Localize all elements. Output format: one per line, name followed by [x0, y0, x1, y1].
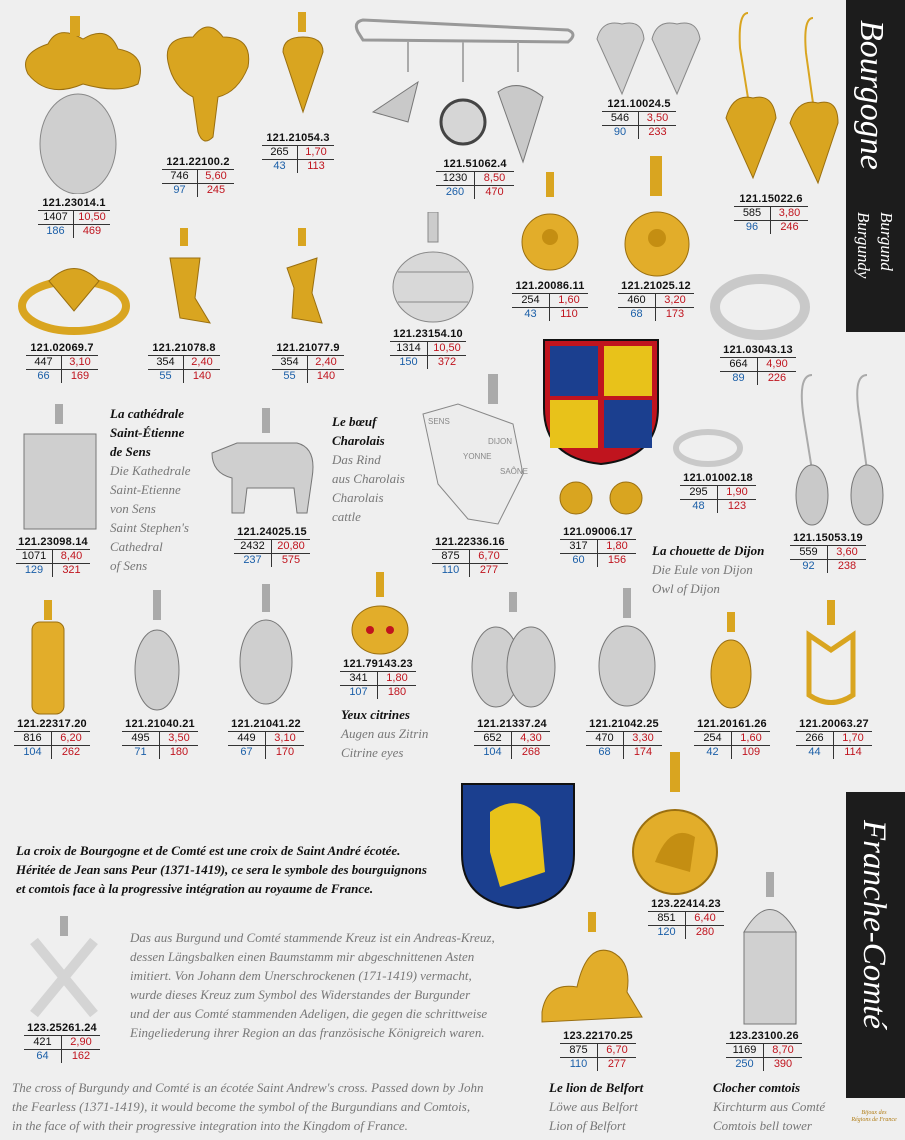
price-tag-121-21042-25	[586, 718, 662, 759]
price-tag-121-21077-9	[272, 342, 344, 383]
item-price-red-2: 226	[767, 372, 787, 384]
item-code: 121.09006.17	[563, 526, 633, 538]
owl-pendant-silver-1-image	[130, 590, 185, 718]
price-tag-121-21040-21	[122, 718, 198, 759]
item-weight: 2432	[234, 540, 272, 554]
region-title-franche-comte: Franche-Comté	[856, 820, 892, 1029]
item-price-blue: 107	[340, 686, 378, 699]
caption-ox-de-2: aus Charolais	[332, 471, 405, 486]
paragraph-french-line-3: et comtois face à la progressive intégration au royaume de France.	[16, 881, 374, 896]
item-price-red-2: 262	[61, 746, 81, 758]
item-price-red-2: 156	[607, 554, 627, 566]
item-code: 121.22317.20	[17, 718, 87, 730]
item-price-red-2: 173	[665, 308, 685, 320]
item-price-red: 3,80	[771, 207, 808, 221]
grape-ring-image	[14, 256, 134, 336]
burgundy-cross-pendant-image	[26, 916, 102, 1020]
item-price-red: 1,70	[298, 146, 334, 160]
item-code: 121.23154.10	[393, 328, 463, 340]
caption-cathedral-de-3: von Sens	[110, 501, 156, 516]
tastevin-pendant-small-image	[520, 172, 580, 277]
item-price-blue: 97	[162, 184, 198, 197]
item-price-red: 3,20	[656, 294, 694, 308]
item-price-blue: 90	[602, 126, 639, 139]
owl-pendant-silver-2-image	[236, 584, 296, 709]
item-price-red-2: 277	[479, 564, 499, 576]
item-code: 121.21042.25	[589, 718, 659, 730]
caption-owl-de: Die Eule von Dijon	[652, 562, 753, 577]
region-title-bourgogne: Bourgogne	[853, 20, 890, 170]
item-price-blue: 42	[694, 746, 732, 759]
franche-comte-coat-of-arms-image	[460, 782, 576, 910]
owl-stud-earrings-image	[556, 478, 646, 518]
item-price-red: 10,50	[428, 342, 466, 356]
price-tag-121-02069-7	[26, 342, 98, 383]
paragraph-english-line-2: the Fearless (1371-1419), it would become the symbol of the Burgundians and Comtois,	[12, 1099, 471, 1114]
item-weight: 585	[734, 207, 771, 221]
caption-lion-fr: Le lion de Belfort	[549, 1080, 644, 1095]
price-tag-121-21054-3	[262, 132, 334, 173]
price-tag-123-22170-25	[560, 1030, 636, 1071]
caption-cathedral-en-3: of Sens	[110, 558, 148, 573]
paragraph-german-line-5: und der aus Comté stammenden Adeligen, die gegen die schrittweise	[130, 1006, 488, 1021]
item-weight: 1314	[390, 342, 428, 356]
item-weight: 447	[26, 356, 62, 370]
corkscrew-pendant-gold-image	[150, 228, 220, 338]
item-code: 121.22100.2	[166, 156, 230, 168]
item-price-blue: 43	[512, 308, 550, 321]
item-price-red-2: 280	[695, 926, 715, 938]
item-price-red: 3,10	[266, 732, 304, 746]
item-price-blue: 48	[680, 500, 718, 513]
item-price-red-2: 277	[607, 1058, 627, 1070]
caption-citrine-eyes	[341, 705, 428, 762]
item-code: 121.21040.21	[125, 718, 195, 730]
item-code: 121.22336.16	[435, 536, 505, 548]
item-price-red: 3,30	[624, 732, 662, 746]
safety-pin-brooch-image	[348, 12, 580, 172]
item-price-red: 6,70	[598, 1044, 636, 1058]
item-price-red-2: 110	[560, 308, 578, 320]
price-tag-121-01002-18	[680, 472, 756, 513]
item-price-blue: 92	[790, 560, 828, 573]
item-price-red: 8,50	[475, 172, 514, 186]
item-weight: 875	[560, 1044, 598, 1058]
item-code: 121.15022.6	[739, 193, 803, 205]
paragraph-german	[130, 928, 495, 1042]
caption-tower-de: Kirchturm aus Comté	[713, 1099, 826, 1114]
caption-eyes-en: Citrine eyes	[341, 745, 404, 760]
item-code: 121.51062.4	[443, 158, 507, 170]
item-weight: 1071	[16, 550, 53, 564]
item-price-red-2: 174	[633, 746, 653, 758]
item-weight: 470	[586, 732, 624, 746]
paragraph-german-line-6: Eingeliederung ihrer Region an das französische Königreich waren.	[130, 1025, 485, 1040]
item-weight: 816	[14, 732, 52, 746]
caption-charolais-ox	[332, 412, 405, 526]
paragraph-french-line-2: Héritée de Jean sans Peur (1371-1419), ce sera le symbole des bourguignons	[16, 862, 427, 877]
price-tag-121-79143-23	[340, 658, 416, 699]
item-price-blue: 60	[560, 554, 598, 567]
price-tag-121-23154-10	[390, 328, 466, 369]
lion-medallion-pendant-image	[630, 752, 720, 898]
item-price-red: 4,30	[512, 732, 550, 746]
caption-cathedral	[110, 404, 191, 575]
owl-head-citrine-pendant-image	[348, 572, 412, 658]
sens-cathedral-pendant-image	[20, 404, 100, 534]
item-code: 121.20161.26	[697, 718, 767, 730]
price-tag-123-25261-24	[24, 1022, 100, 1063]
item-weight: 664	[720, 358, 758, 372]
price-tag-121-03043-13	[720, 344, 796, 385]
twin-owls-pendant-image	[466, 592, 560, 712]
caption-tower-en: Comtois bell tower	[713, 1118, 812, 1133]
item-code: 123.25261.24	[27, 1022, 97, 1034]
item-price-red: 1,60	[550, 294, 588, 308]
vine-leaf-pendant-image	[158, 12, 258, 152]
price-tag-121-23098-14	[16, 536, 90, 577]
grape-earrings-hook-image	[718, 8, 843, 188]
item-price-blue: 150	[390, 356, 428, 369]
price-tag-121-23014-1	[38, 197, 110, 238]
item-weight: 460	[618, 294, 656, 308]
paragraph-english	[12, 1078, 483, 1135]
item-price-red-2: 140	[192, 370, 212, 382]
item-price-red: 6,40	[686, 912, 724, 926]
item-price-red-2: 321	[62, 564, 81, 576]
caption-ox-en-1: Charolais	[332, 490, 384, 505]
item-code: 121.24025.15	[237, 526, 307, 538]
item-weight: 265	[262, 146, 298, 160]
item-weight: 354	[272, 356, 308, 370]
tastevin-pendant-large-image	[624, 156, 690, 280]
item-price-red-2: 246	[780, 221, 799, 233]
paragraph-french	[16, 841, 427, 898]
price-tag-121-22100-2	[162, 156, 234, 197]
caption-cathedral-fr-3: de Sens	[110, 444, 151, 459]
item-weight: 254	[694, 732, 732, 746]
charolais-ox-pendant-image	[202, 408, 322, 523]
item-code: 121.03043.13	[723, 344, 793, 356]
item-price-blue: 110	[560, 1058, 598, 1071]
item-price-red-2: 180	[387, 686, 407, 698]
item-price-red: 3,10	[62, 356, 98, 370]
caption-cathedral-de-1: Die Kathedrale	[110, 463, 191, 478]
item-price-blue: 55	[148, 370, 184, 383]
item-price-red: 4,90	[758, 358, 796, 372]
item-price-blue: 129	[16, 564, 53, 577]
item-weight: 421	[24, 1036, 62, 1050]
caption-eyes-de: Augen aus Zitrin	[341, 726, 429, 741]
item-price-red: 3,50	[160, 732, 198, 746]
item-price-blue: 66	[26, 370, 62, 383]
owl-ring-silver-image	[672, 418, 744, 468]
silver-ring-image	[710, 272, 810, 340]
brand-logo-line-1: Bijoux des	[861, 1110, 887, 1116]
brand-logo-line-2: Régions de France	[851, 1117, 897, 1123]
item-weight: 559	[790, 546, 828, 560]
item-price-blue: 68	[618, 308, 656, 321]
item-weight: 354	[148, 356, 184, 370]
item-price-red-2: 575	[281, 554, 301, 566]
item-code: 123.23100.26	[729, 1030, 799, 1042]
item-price-red-2: 470	[485, 186, 504, 198]
burgundy-coat-of-arms-image	[542, 338, 660, 466]
yonne-map-pendant-image	[418, 374, 530, 534]
price-tag-121-15053-19	[790, 532, 866, 573]
item-price-red: 20,80	[272, 540, 310, 554]
item-price-red: 2,40	[308, 356, 344, 370]
caption-lion-en: Lion of Belfort	[549, 1118, 626, 1133]
caption-tower-fr: Clocher comtois	[713, 1080, 801, 1095]
item-price-blue: 89	[720, 372, 758, 385]
paragraph-german-line-2: dessen Längsbalken einen Baumstamm mir abgeschnittenen Asten	[130, 949, 475, 964]
item-price-red-2: 245	[206, 184, 226, 196]
item-code: 121.21077.9	[276, 342, 340, 354]
item-code: 121.21054.3	[266, 132, 330, 144]
item-code: 121.21025.12	[621, 280, 691, 292]
price-tag-121-21041-22	[228, 718, 304, 759]
caption-cathedral-en-1: Saint Stephen's	[110, 520, 189, 535]
item-price-red-2: 469	[82, 225, 102, 237]
item-code: 121.23014.1	[42, 197, 106, 209]
owl-openwork-pendant-image	[804, 600, 858, 712]
item-price-blue: 55	[272, 370, 308, 383]
price-tag-121-20063-27	[796, 718, 872, 759]
item-weight: 746	[162, 170, 198, 184]
item-price-red: 8,40	[53, 550, 90, 564]
item-price-blue: 43	[262, 160, 298, 173]
price-tag-121-10024-5	[602, 98, 676, 139]
item-price-blue: 71	[122, 746, 160, 759]
item-price-red-2: 372	[437, 356, 457, 368]
item-code: 121.02069.7	[30, 342, 94, 354]
comtois-bell-tower-pendant-image	[734, 872, 806, 1028]
item-price-blue: 250	[726, 1058, 764, 1071]
item-price-blue: 44	[796, 746, 834, 759]
caption-ox-fr-1: Le bœuf	[332, 414, 377, 429]
item-code: 121.21337.24	[477, 718, 547, 730]
item-price-red: 5,60	[198, 170, 234, 184]
map-label-saone: SAÔNE	[500, 467, 529, 476]
region-subtitle-en: Burgundy	[854, 212, 873, 279]
caption-owl-fr: La chouette de Dijon	[652, 543, 765, 558]
item-code: 121.79143.23	[343, 658, 413, 670]
corkscrew-pendant-gold-2-image	[272, 228, 332, 338]
paragraph-french-line-1: La croix de Bourgogne et de Comté est une croix de Saint André écotée.	[16, 843, 401, 858]
item-weight: 254	[512, 294, 550, 308]
item-price-red-2: 390	[773, 1058, 793, 1070]
grape-leaf-pendant-image	[8, 14, 158, 194]
price-tag-123-22414-23	[648, 898, 724, 939]
item-code: 121.15053.19	[793, 532, 863, 544]
item-price-blue: 237	[234, 554, 272, 567]
item-code: 123.22414.23	[651, 898, 721, 910]
caption-owl-dijon	[652, 541, 764, 598]
owl-totem-gold-image	[26, 600, 70, 718]
item-price-blue: 104	[14, 746, 52, 759]
item-price-red: 8,70	[764, 1044, 802, 1058]
item-price-red: 10,50	[74, 211, 110, 225]
item-weight: 546	[602, 112, 639, 126]
item-price-red: 1,80	[378, 672, 416, 686]
item-price-blue: 64	[24, 1050, 62, 1063]
grape-earrings-stud-image	[592, 14, 707, 99]
item-weight: 1230	[436, 172, 475, 186]
item-price-blue: 260	[436, 186, 475, 199]
price-tag-121-20086-11	[512, 280, 588, 321]
item-weight: 495	[122, 732, 160, 746]
item-weight: 652	[474, 732, 512, 746]
caption-lion-belfort	[549, 1078, 643, 1135]
caption-ox-fr-2: Charolais	[332, 433, 385, 448]
item-price-blue: 96	[734, 221, 771, 234]
item-price-red: 2,90	[62, 1036, 100, 1050]
brand-logo	[846, 1110, 902, 1124]
item-price-red: 2,40	[184, 356, 220, 370]
region-subtitle-de: Burgund	[877, 212, 896, 271]
item-price-blue: 68	[586, 746, 624, 759]
paragraph-german-line-3: imitiert. Von Johann dem Unerschrockenen (171-1419) vermacht,	[130, 968, 472, 983]
price-tag-121-20161-26	[694, 718, 770, 759]
item-weight: 295	[680, 486, 718, 500]
map-label-yonne: YONNE	[463, 452, 492, 461]
item-price-red-2: 180	[169, 746, 189, 758]
price-tag-121-09006-17	[560, 526, 636, 567]
owl-pendant-silver-3-image	[594, 588, 660, 710]
price-tag-121-22336-16	[432, 536, 508, 577]
item-price-red-2: 268	[521, 746, 541, 758]
map-label-sens: SENS	[428, 417, 450, 426]
item-weight: 449	[228, 732, 266, 746]
wine-barrel-pendant-image	[388, 212, 478, 330]
price-tag-121-24025-15	[234, 526, 310, 567]
item-price-red-2: 233	[648, 126, 667, 138]
item-price-blue: 110	[432, 564, 470, 577]
caption-lion-de: Löwe aus Belfort	[549, 1099, 638, 1114]
item-price-red-2: 113	[307, 160, 325, 172]
item-price-red-2: 238	[837, 560, 857, 572]
item-price-blue: 186	[38, 225, 74, 238]
item-code: 121.23098.14	[18, 536, 88, 548]
caption-owl-en: Owl of Dijon	[652, 581, 720, 596]
price-tag-121-21337-24	[474, 718, 550, 759]
caption-cathedral-en-2: Cathedral	[110, 539, 163, 554]
item-code: 123.22170.25	[563, 1030, 633, 1042]
paragraph-german-line-4: wurde dieses Kreuz zum Symbol des Widerstandes der Burgunder	[130, 987, 471, 1002]
item-price-red: 3,60	[828, 546, 866, 560]
item-price-red-2: 123	[727, 500, 747, 512]
item-price-red: 1,70	[834, 732, 872, 746]
item-price-red-2: 114	[844, 746, 862, 758]
price-tag-121-22317-20	[14, 718, 90, 759]
item-weight: 317	[560, 540, 598, 554]
item-price-red: 6,20	[52, 732, 90, 746]
item-weight: 341	[340, 672, 378, 686]
item-price-red: 1,80	[598, 540, 636, 554]
caption-cathedral-fr-2: Saint-Étienne	[110, 425, 185, 440]
item-price-blue: 104	[474, 746, 512, 759]
caption-bell-tower	[713, 1078, 825, 1135]
item-code: 121.21078.8	[152, 342, 216, 354]
item-code: 121.20063.27	[799, 718, 869, 730]
item-price-red-2: 170	[275, 746, 295, 758]
caption-ox-de-1: Das Rind	[332, 452, 381, 467]
price-tag-121-15022-6	[734, 193, 808, 234]
item-weight: 875	[432, 550, 470, 564]
caption-cathedral-de-2: Saint-Etienne	[110, 482, 181, 497]
item-price-red-2: 169	[70, 370, 90, 382]
item-price-red-2: 140	[316, 370, 336, 382]
item-price-red: 1,90	[718, 486, 756, 500]
owl-pendant-gold-small-image	[706, 612, 756, 712]
caption-ox-en-2: cattle	[332, 509, 361, 524]
price-tag-121-21078-8	[148, 342, 220, 383]
caption-eyes-fr: Yeux citrines	[341, 707, 410, 722]
item-weight: 266	[796, 732, 834, 746]
item-code: 121.10024.5	[607, 98, 671, 110]
price-tag-121-51062-4	[436, 158, 514, 199]
item-price-blue: 67	[228, 746, 266, 759]
item-price-red: 6,70	[470, 550, 508, 564]
item-price-red: 1,60	[732, 732, 770, 746]
price-tag-121-21025-12	[618, 280, 694, 321]
item-price-red-2: 109	[741, 746, 761, 758]
lion-of-belfort-pendant-image	[532, 912, 648, 1030]
price-tag-123-23100-26	[726, 1030, 802, 1071]
item-weight: 1407	[38, 211, 74, 225]
caption-cathedral-fr-1: La cathédrale	[110, 406, 185, 421]
owl-earrings-hook-image	[792, 370, 888, 530]
paragraph-english-line-3: in the face of with their progressive integration into the Kingdom of France.	[12, 1118, 408, 1133]
paragraph-german-line-1: Das aus Burgund und Comté stammende Kreuz ist ein Andreas-Kreuz,	[130, 930, 495, 945]
item-weight: 1169	[726, 1044, 764, 1058]
item-code: 121.21041.22	[231, 718, 301, 730]
item-price-red: 3,50	[639, 112, 676, 126]
item-price-red-2: 162	[71, 1050, 91, 1062]
item-code: 121.20086.11	[515, 280, 585, 292]
item-weight: 851	[648, 912, 686, 926]
map-label-dijon: DIJON	[488, 437, 512, 446]
item-price-blue: 120	[648, 926, 686, 939]
grape-pendant-small-image	[278, 12, 328, 122]
paragraph-english-line-1: The cross of Burgundy and Comté is an écotée Saint Andrew's cross. Passed down by John	[12, 1080, 484, 1095]
item-code: 121.01002.18	[683, 472, 753, 484]
